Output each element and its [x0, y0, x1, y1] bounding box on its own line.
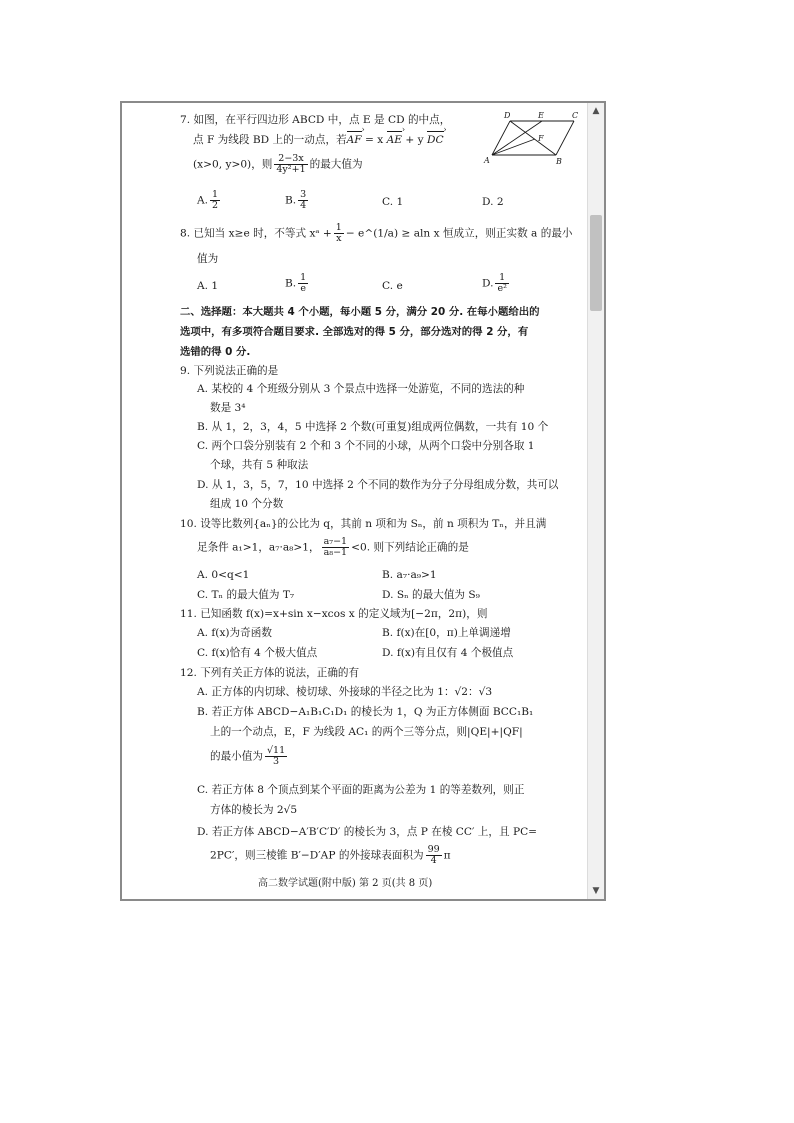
- q9-stem: 9. 下列说法正确的是: [180, 365, 279, 377]
- q8-option-a: A. 1: [197, 280, 219, 292]
- q8-option-b-num: 1: [300, 272, 307, 283]
- page-footer: 高二数学试题(附中版) 第 2 页(共 8 页): [258, 878, 433, 889]
- q7-line3: [193, 154, 363, 175]
- q8-fraction-den: x: [336, 232, 342, 244]
- q12-b-fraction-den: 3: [273, 755, 280, 767]
- q10-option-b: B. a₇·a₉>1: [382, 569, 437, 581]
- q7-option-b-num: 3: [300, 189, 307, 200]
- q11-option-b: B. f(x)在[0，π)上单调递增: [382, 627, 511, 639]
- figure-label-f: F: [538, 134, 544, 143]
- q11-option-c: C. f(x)恰有 4 个极大值点: [197, 647, 318, 659]
- q8-option-b: [285, 273, 310, 294]
- scroll-down-button[interactable]: ▼: [592, 886, 600, 896]
- figure-label-c: C: [572, 111, 579, 120]
- q7-fraction-den: 4y²+1: [276, 163, 306, 175]
- q7-line3-text: (x>0, y>0)，则: [193, 158, 273, 171]
- q7-eq-x: = x: [365, 134, 384, 146]
- q8-option-d-label: D.: [482, 277, 494, 290]
- vertical-scrollbar[interactable]: [587, 103, 604, 899]
- q7-option-a-label: A.: [197, 194, 209, 207]
- q8-line1-text: 8. 已知当 x≥e 时，不等式 xᵃ +: [180, 227, 332, 240]
- q12-b-fraction-num: √11: [266, 745, 286, 756]
- q9-option-a-line1: A. 某校的 4 个班级分别从 3 个景点中选择一处游览，不同的选法的种: [197, 383, 525, 395]
- q12-option-b-line3: [210, 746, 289, 767]
- section2-line3: 选错的得 0 分.: [180, 346, 251, 358]
- q12-option-c-line1: C. 若正方体 8 个顶点到某个平面的距离为公差为 1 的等差数列，则正: [197, 784, 525, 796]
- figure-label-a: A: [484, 156, 490, 165]
- q7-line2: [193, 133, 444, 148]
- q11-option-a: A. f(x)为奇函数: [197, 627, 272, 639]
- q7-option-b-den: 4: [300, 199, 307, 211]
- figure-label-e: E: [538, 111, 544, 120]
- q11-option-d: D. f(x)有且仅有 4 个极值点: [382, 647, 514, 659]
- q10-fraction-den: a₈−1: [323, 546, 348, 558]
- q9-option-d-line2: 组成 10 个分数: [210, 498, 284, 510]
- q8-option-d-frac: [495, 273, 508, 294]
- q7-plus-y: + y: [405, 134, 424, 146]
- q7-option-a-frac: [210, 190, 220, 211]
- figure-edge-bc: [556, 121, 574, 155]
- q7-line3-end: 的最大值为: [309, 158, 363, 171]
- q9-option-b: B. 从 1，2，3，4，5 中选择 2 个数(可重复)组成两位偶数，一共有 10 个: [197, 421, 549, 433]
- section2-line2: 选项中，有多项符合题目要求. 全部选对的得 5 分，部分选对的得 2 分，有: [180, 326, 529, 338]
- q12-option-c-line2: 方体的棱长为 2√5: [210, 804, 298, 816]
- document-viewport[interactable]: [122, 103, 588, 899]
- q12-option-b-line2: 上的一个动点，E，F 为线段 AC₁ 的两个三等分点，则|QE|+|QF|: [210, 726, 523, 738]
- q7-fraction: [274, 154, 307, 175]
- q8-option-d-num: 1: [495, 273, 508, 284]
- q10-line2: [197, 537, 469, 558]
- q12-option-b-line1: B. 若正方体 ABCD−A₁B₁C₁D₁ 的棱长为 1，Q 为正方体侧面 BCC₁B₁: [197, 706, 534, 718]
- q8-fraction-num: 1: [335, 222, 342, 233]
- q12-stem: 12. 下列有关正方体的说法，正确的有: [180, 667, 360, 679]
- q8-option-d: [482, 273, 511, 294]
- q7-line2-text: 点 F 为线段 BD 上的一动点，若: [193, 134, 347, 146]
- q8-line1-end: − e^(1/a) ≥ aln x 恒成立，则正实数 a 的最小: [345, 227, 573, 240]
- q9-option-c-line2: 个球，共有 5 种取法: [210, 459, 309, 471]
- q8-option-b-frac: [298, 273, 308, 294]
- q9-option-a-line2: 数是 3⁴: [210, 402, 246, 414]
- figure-line-af: [492, 139, 535, 155]
- q10-option-d: D. Sₙ 的最大值为 S₉: [382, 589, 480, 601]
- document-viewer-frame: [120, 101, 606, 901]
- vector-dc: DC ›: [427, 133, 444, 148]
- q8-option-b-den: e: [300, 282, 306, 294]
- q7-option-a-num: 1: [212, 189, 219, 200]
- vector-ae: AE ›: [387, 133, 402, 148]
- q7-option-b: [285, 190, 310, 211]
- q7-fraction-num: 2−3x: [274, 154, 307, 165]
- q10-fraction: [322, 537, 349, 558]
- q12-option-a: A. 正方体的内切球、棱切球、外接球的半径之比为 1：√2：√3: [197, 686, 493, 698]
- q8-option-c: C. e: [382, 280, 403, 292]
- scrollbar-thumb[interactable]: [590, 215, 602, 311]
- q12-d-fraction-den: 4: [430, 854, 437, 866]
- q12-option-d-line2-text: 2PC′，则三棱锥 B′−D′AP 的外接球表面积为: [210, 849, 424, 862]
- q12-option-b-line3-text: 的最小值为: [210, 750, 263, 763]
- q12-option-d-pi: π: [443, 849, 451, 862]
- q12-d-fraction: [426, 845, 442, 866]
- q10-fraction-num: a₇−1: [323, 536, 348, 547]
- figure-label-b: B: [556, 157, 562, 166]
- q12-option-d-line1: D. 若正方体 ABCD−A′B′C′D′ 的棱长为 3，点 P 在棱 CC′ 上，且 PC=: [197, 826, 538, 838]
- q7-line1: 7. 如图，在平行四边形 ABCD 中，点 E 是 CD 的中点，: [180, 114, 451, 126]
- q10-line2-end: <0. 则下列结论正确的是: [351, 541, 469, 554]
- q10-option-a: A. 0<q<1: [197, 569, 250, 581]
- q8-option-d-den: e²: [497, 282, 507, 294]
- figure-label-d: D: [504, 111, 511, 120]
- q7-option-c: C. 1: [382, 196, 404, 208]
- q10-option-c: C. Tₙ 的最大值为 T₇: [197, 589, 295, 601]
- scroll-up-button[interactable]: ▲: [592, 106, 600, 116]
- q8-fraction: [334, 223, 344, 244]
- q7-option-a-den: 2: [212, 199, 219, 211]
- q10-line1: 10. 设等比数列{aₙ}的公比为 q，其前 n 项和为 Sₙ，前 n 项积为 Tₙ，并且满: [180, 518, 547, 530]
- q7-option-b-label: B.: [285, 194, 297, 207]
- q11-stem: 11. 已知函数 f(x)=x+sin x−xcos x 的定义域为[−2π，2π)，则: [180, 608, 488, 620]
- q12-option-d-line2: [210, 845, 451, 866]
- figure-edge-da: [492, 121, 510, 155]
- q8-line2: 值为: [197, 253, 219, 265]
- q8-line1: [180, 223, 573, 244]
- q8-option-b-label: B.: [285, 277, 297, 290]
- q12-b-fraction: [265, 746, 287, 767]
- parallelogram-figure: [480, 109, 580, 167]
- q7-option-d: D. 2: [482, 196, 504, 208]
- q9-option-c-line1: C. 两个口袋分别装有 2 个和 3 个不同的小球，从两个口袋中分别各取 1: [197, 440, 535, 452]
- section2-line1: 二、选择题：本大题共 4 个小题，每小题 5 分，满分 20 分. 在每小题给出的: [180, 306, 540, 318]
- q10-line2-text: 足条件 a₁>1，a₇·a₈>1，: [197, 541, 320, 554]
- q12-d-fraction-num: 99: [427, 844, 440, 855]
- q7-option-b-frac: [298, 190, 308, 211]
- q9-option-d-line1: D. 从 1，3，5，7，10 中选择 2 个不同的数作为分子分母组成分数，共可以: [197, 479, 559, 491]
- vector-af: AF ›: [347, 133, 362, 148]
- q7-option-a: [197, 190, 222, 211]
